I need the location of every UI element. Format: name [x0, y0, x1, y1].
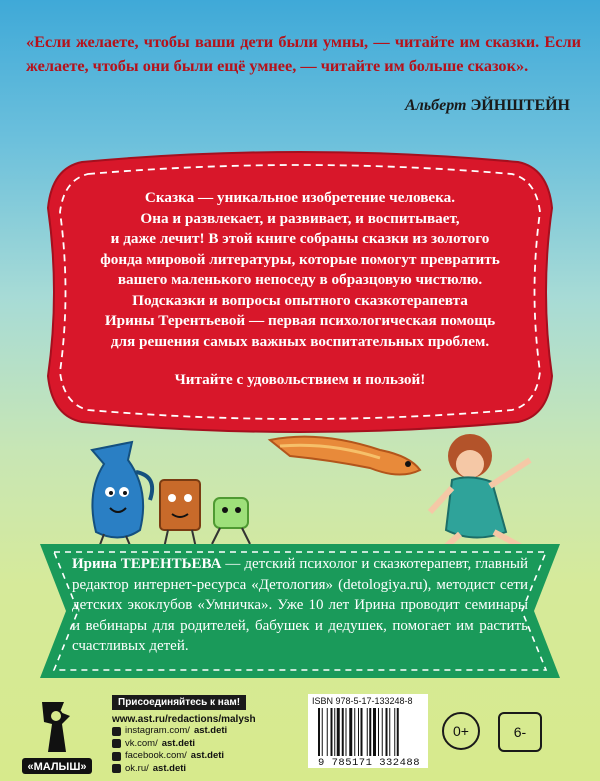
washcloth-character: [270, 437, 420, 475]
social-links-block: [112, 692, 292, 775]
instagram-icon: [112, 727, 121, 736]
barcode-bar: [342, 708, 344, 756]
barcode-icon: [316, 708, 424, 756]
vk-icon: [112, 739, 121, 748]
epigraph-quote: «Если желаете, чтобы ваши дети были умны, — читайте им сказки. Если желаете, чтобы они были ещё умнее, — читайте им больше сказок».: [26, 32, 581, 75]
author-last-name: ЭЙНШТЕЙН: [470, 97, 570, 114]
plaque-line: для решения самых важных воспитательных проблем.: [110, 332, 490, 350]
barcode-bar: [358, 708, 359, 756]
barcode-bar: [349, 708, 352, 756]
barcode-bar: [327, 708, 328, 756]
barcode-bar: [318, 708, 320, 756]
vk-link[interactable]: vk.com/ ast.deti: [112, 738, 292, 751]
odnoklassniki-icon: [112, 764, 121, 773]
barcode-bar: [354, 708, 355, 756]
barcode-bar: [394, 708, 395, 756]
plaque-line: и даже лечит! В этой книге собраны сказки из золотого: [110, 230, 490, 247]
age-rating-badge-secondary: 6-: [498, 712, 542, 752]
join-us-label: Присоединяйтесь к нам!: [112, 695, 246, 710]
barcode-bar: [337, 708, 340, 756]
malysh-publisher-logo: [18, 694, 96, 778]
publisher-name: «МАЛЫШ»: [27, 761, 87, 773]
barcode-bar: [386, 708, 388, 756]
isbn-label: ISBN 978-5-17-133248-8: [312, 696, 413, 706]
quote-author: [405, 97, 570, 115]
running-child-character: [430, 434, 530, 552]
barcode-bar: [378, 708, 379, 756]
barcode-bar: [367, 708, 368, 756]
plaque-line: фонда мировой литературы, которые помогут превратить: [100, 250, 500, 268]
barcode-bar: [322, 708, 323, 756]
barcode-bar: [389, 708, 390, 756]
plaque-closing: Читайте с удовольствием и пользой!: [174, 371, 426, 388]
barcode-bar: [331, 708, 333, 756]
plaque-line: Сказка — уникальное изобретение человека.: [144, 189, 456, 206]
barcode-bar: [373, 708, 376, 756]
bio-text: — детский психолог и сказкотерапевт, главный редактор интернет-ресурса «Детология» (detologiya.ru), методист сети детских экоклубов «Умничка». Уже 10 лет Ирина проводит семинары и вебинары для родителей, бабушек и дедушек, помогает им растить счастливых детей.: [72, 556, 528, 654]
description-plaque: [42, 148, 558, 436]
plaque-line: Она и развлекает, и развивает, и воспитывает,: [140, 209, 460, 227]
plaque-line: вашего маленького непоседу в образцовую чистюлю.: [117, 271, 483, 288]
plaque-line: Подсказки и вопросы опытного сказкотерапевта: [132, 291, 468, 309]
barcode-number: 9 785171 332488: [317, 757, 420, 769]
jug-character: [92, 442, 152, 550]
publisher-website-link[interactable]: www.ast.ru/redactions/malysh: [112, 714, 256, 725]
barcode-bar: [369, 708, 371, 756]
bio-author-name: Ирина ТЕРЕНТЬЕВА: [72, 556, 222, 572]
plaque-text: [92, 188, 508, 391]
author-bio: [72, 554, 528, 657]
age-rating-badge: 0+: [442, 712, 480, 750]
barcode-bar: [397, 708, 399, 756]
barcode-bar: [382, 708, 383, 756]
barcode-bar: [334, 708, 335, 756]
instagram-link[interactable]: instagram.com/ ast.deti: [112, 725, 292, 738]
facebook-link[interactable]: facebook.com/ ast.deti: [112, 750, 292, 763]
plaque-line: Ирины Терентьевой — первая психологическая помощь: [104, 312, 496, 329]
odnoklassniki-link[interactable]: ok.ru/ ast.deti: [112, 763, 292, 776]
barcode-bar: [346, 708, 347, 756]
author-first-name: Альберт: [404, 97, 467, 114]
facebook-icon: [112, 752, 121, 761]
barcode-bar: [361, 708, 363, 756]
